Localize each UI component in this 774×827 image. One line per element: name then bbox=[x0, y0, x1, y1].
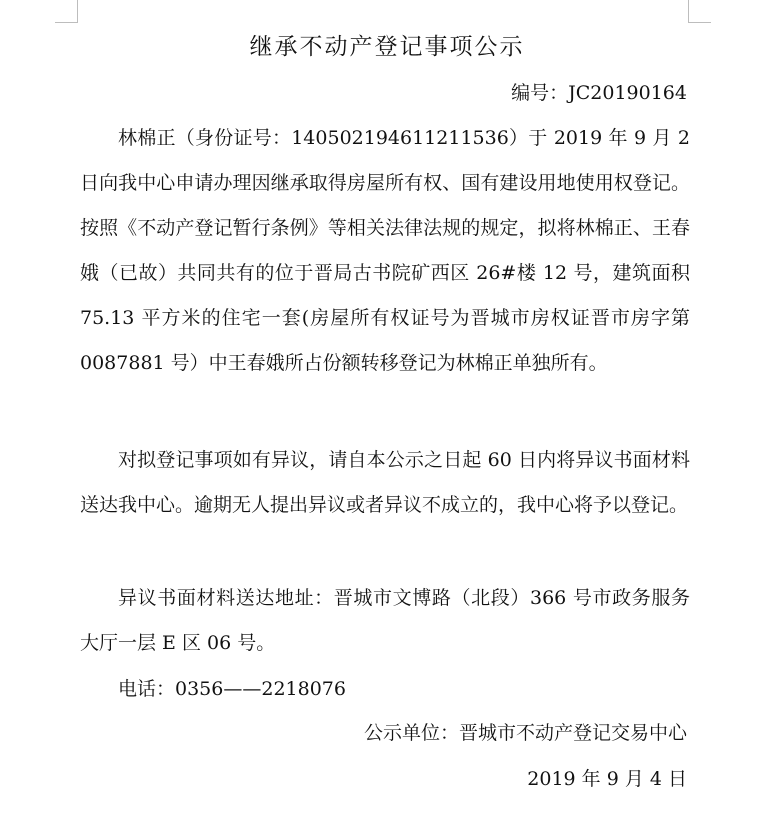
paragraph-objection: 对拟登记事项如有异议，请自本公示之日起 60 日内将异议书面材料送达我中心。逾期无人提出异议或者异议不成立的，我中心将予以登记。 bbox=[80, 449, 690, 516]
page-corner-mark-right bbox=[688, 0, 711, 23]
date-line: 2019 年 9 月 4 日 bbox=[527, 768, 687, 790]
paragraph-address: 异议书面材料送达地址：晋城市文博路（北段）366 号市政务服务大厅一层 E 区 06 号。 bbox=[80, 587, 690, 654]
paragraph-phone: 电话：0356——2218076 bbox=[118, 678, 346, 700]
paragraph-application: 林棉正（身份证号：140502194611211536）于 2019 年 9 月 2 日向我中心申请办理因继承取得房屋所有权、国有建设用地使用权登记。按照《不动产登记暂行条例》等相关法律法规的规定，拟将林棉正、王春娥（已故）共同共有的位于晋局古书院矿西区 26#楼 12 号，建筑面积 75.13 平方米的住宅一套(房屋所有权证号为晋城市房权证晋市房字第 0087881 号）中王春娥所占份额转移登记为林棉正单独所有。 bbox=[80, 127, 690, 374]
document-number: 编号：JC20190164 bbox=[511, 82, 687, 104]
issuer-line: 公示单位：晋城市不动产登记交易中心 bbox=[363, 722, 687, 744]
document-title: 继承不动产登记事项公示 bbox=[249, 34, 525, 60]
page-corner-mark-left bbox=[55, 0, 78, 23]
